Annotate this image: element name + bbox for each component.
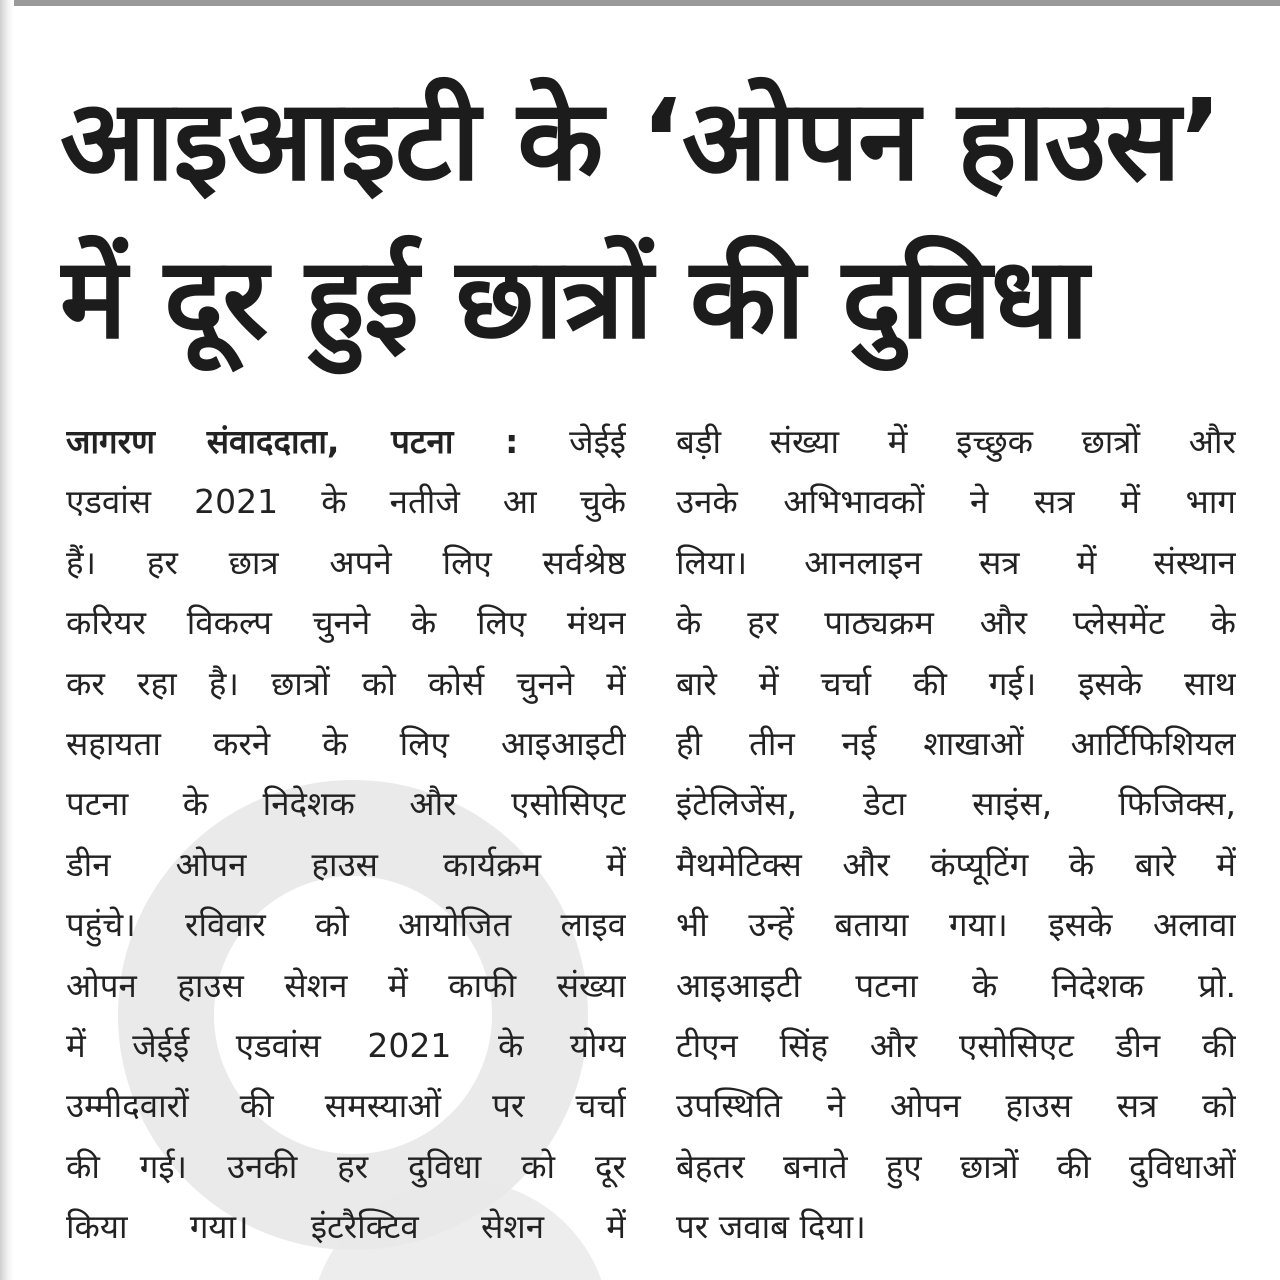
headline-line-2: में दूर हुई छात्रों की दुविधा — [60, 234, 1088, 364]
left-border-shadow — [0, 0, 14, 1280]
article-line: टीएन सिंह और एसोसिएट डीन की — [676, 1025, 1236, 1065]
article-column-right — [676, 412, 1236, 1257]
article-line: बारे में चर्चा की गई। इसके साथ — [676, 663, 1236, 703]
article-line: ओपन हाउस सेशन में काफी संख्या — [66, 965, 626, 1005]
article-line: आइआइटी पटना के निदेशक प्रो. — [676, 965, 1236, 1005]
dateline: जागरण संवाददाता, पटना : — [66, 422, 519, 461]
article-line: मैथमेटिक्स और कंप्यूटिंग के बारे में — [676, 844, 1236, 884]
headline-line-1: आइआइटी के ‘ओपन हाउस’ — [60, 76, 1222, 206]
article-line: ही तीन नई शाखाओं आर्टिफिशियल — [676, 723, 1236, 763]
article-line: पहुंचे। रविवार को आयोजित लाइव — [66, 905, 626, 945]
article-line: पर जवाब दिया। — [676, 1207, 866, 1247]
article-line: के हर पाठ्यक्रम और प्लेसमेंट के — [676, 603, 1236, 643]
article-line: पटना के निदेशक और एसोसिएट — [66, 784, 626, 824]
article-line-text: जेईई — [569, 422, 626, 461]
article-line: उम्मीदवारों की समस्याओं पर चर्चा — [66, 1086, 626, 1126]
article-line: डीन ओपन हाउस कार्यक्रम में — [66, 844, 626, 884]
article-line: उनके अभिभावकों ने सत्र में भाग — [676, 482, 1236, 522]
article-line: कर रहा है। छात्रों को कोर्स चुनने में — [66, 663, 626, 703]
article-line: बड़ी संख्या में इच्छुक छात्रों और — [676, 422, 1236, 461]
article-line: हैं। हर छात्र अपने लिए सर्वश्रेष्ठ — [66, 542, 626, 582]
article-line: किया गया। इंटरैक्टिव सेशन में — [66, 1207, 626, 1247]
article-line: सहायता करने के लिए आइआइटी — [66, 723, 626, 763]
article-line: की गई। उनकी हर दुविधा को दूर — [66, 1146, 626, 1186]
top-border — [0, 0, 1280, 6]
article-line: एडवांस 2021 के नतीजे आ चुके — [66, 482, 626, 522]
article-line — [66, 412, 626, 472]
article-column-left — [66, 412, 626, 1257]
article-line: लिया। आनलाइन सत्र में संस्थान — [676, 542, 1236, 582]
article-line: करियर विकल्प चुनने के लिए मंथन — [66, 603, 626, 643]
article-line: भी उन्हें बताया गया। इसके अलावा — [676, 905, 1236, 945]
article-line: उपस्थिति ने ओपन हाउस सत्र को — [676, 1086, 1236, 1126]
article-line: बेहतर बनाते हुए छात्रों की दुविधाओं — [676, 1146, 1236, 1186]
article-line: में जेईई एडवांस 2021 के योग्य — [66, 1025, 626, 1065]
headline — [60, 62, 1250, 378]
article-line: इंटेलिजेंस, डेटा साइंस, फिजिक्स, — [676, 784, 1236, 824]
